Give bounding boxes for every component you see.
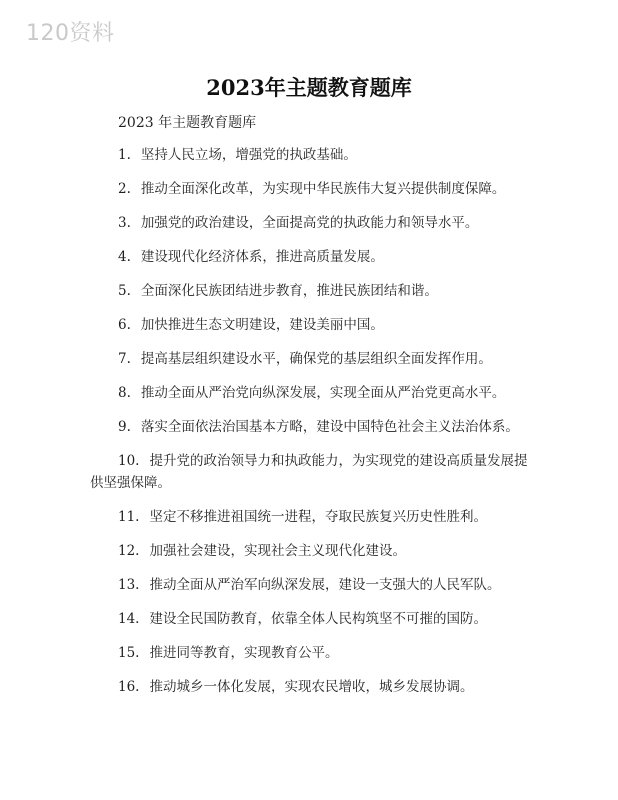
item-text: 提高基层组织建设水平，确保党的基层组织全面发挥作用。 [140, 351, 492, 367]
list-item [90, 608, 530, 630]
item-text: 坚定不移推进祖国统一进程，夺取民族复兴历史性胜利。 [149, 509, 487, 525]
list-item [90, 540, 530, 562]
item-text: 推动全面深化改革，为实现中华民族伟大复兴提供制度保障。 [140, 181, 506, 197]
item-number: 4. [118, 249, 131, 265]
item-text: 加快推进生态文明建设，建设美丽中国。 [140, 317, 384, 333]
item-text: 建设全民国防教育，依靠全体人民构筑坚不可摧的国防。 [149, 611, 487, 627]
item-text: 加强党的政治建设，全面提高党的执政能力和领导水平。 [140, 215, 479, 231]
item-text: 建设现代化经济体系，推进高质量发展。 [140, 249, 384, 265]
item-number: 11. [118, 509, 140, 525]
item-text: 坚持人民立场，增强党的执政基础。 [140, 147, 357, 163]
item-text: 落实全面依法治国基本方略，建设中国特色社会主义法治体系。 [140, 419, 519, 435]
list-item [90, 416, 530, 438]
list-item [90, 676, 530, 698]
list-item [90, 450, 530, 494]
item-text: 推动城乡一体化发展，实现农民增收，城乡发展协调。 [149, 679, 474, 695]
item-number: 8. [118, 385, 131, 401]
item-number: 3. [118, 215, 131, 231]
item-number: 6. [118, 317, 131, 333]
list-item [90, 144, 530, 166]
item-number: 12. [118, 543, 140, 559]
item-text: 全面深化民族团结进步教育，推进民族团结和谐。 [140, 283, 438, 299]
question-list [90, 144, 530, 710]
item-number: 10. [118, 453, 140, 469]
list-item [90, 314, 530, 336]
item-text: 推进同等教育，实现教育公平。 [149, 645, 339, 661]
item-number: 5. [118, 283, 131, 299]
item-number: 15. [118, 645, 140, 661]
list-item [90, 178, 530, 200]
item-text: 提升党的政治领导力和执政能力，为实现党的建设高质量发展提供坚强保障。 [90, 453, 528, 491]
list-item [90, 246, 530, 268]
item-number: 13. [118, 577, 140, 593]
list-item [90, 382, 530, 404]
document-subtitle: 2023 年主题教育题库 [118, 115, 257, 131]
item-number: 14. [118, 611, 140, 627]
item-text: 推动全面从严治军向纵深发展，建设一支强大的人民军队。 [149, 577, 501, 593]
list-item [90, 348, 530, 370]
item-number: 16. [118, 679, 140, 695]
item-number: 2. [118, 181, 131, 197]
item-number: 9. [118, 419, 131, 435]
list-item [90, 212, 530, 234]
document-title: 2023年主题教育题库 [206, 75, 412, 100]
item-text: 加强社会建设，实现社会主义现代化建设。 [149, 543, 406, 559]
watermark-logo: 120资料 [26, 21, 115, 46]
list-item [90, 574, 530, 596]
list-item [90, 506, 530, 528]
list-item [90, 280, 530, 302]
item-text: 推动全面从严治党向纵深发展，实现全面从严治党更高水平。 [140, 385, 506, 401]
item-number: 7. [118, 351, 131, 367]
item-number: 1. [118, 147, 131, 163]
list-item [90, 642, 530, 664]
